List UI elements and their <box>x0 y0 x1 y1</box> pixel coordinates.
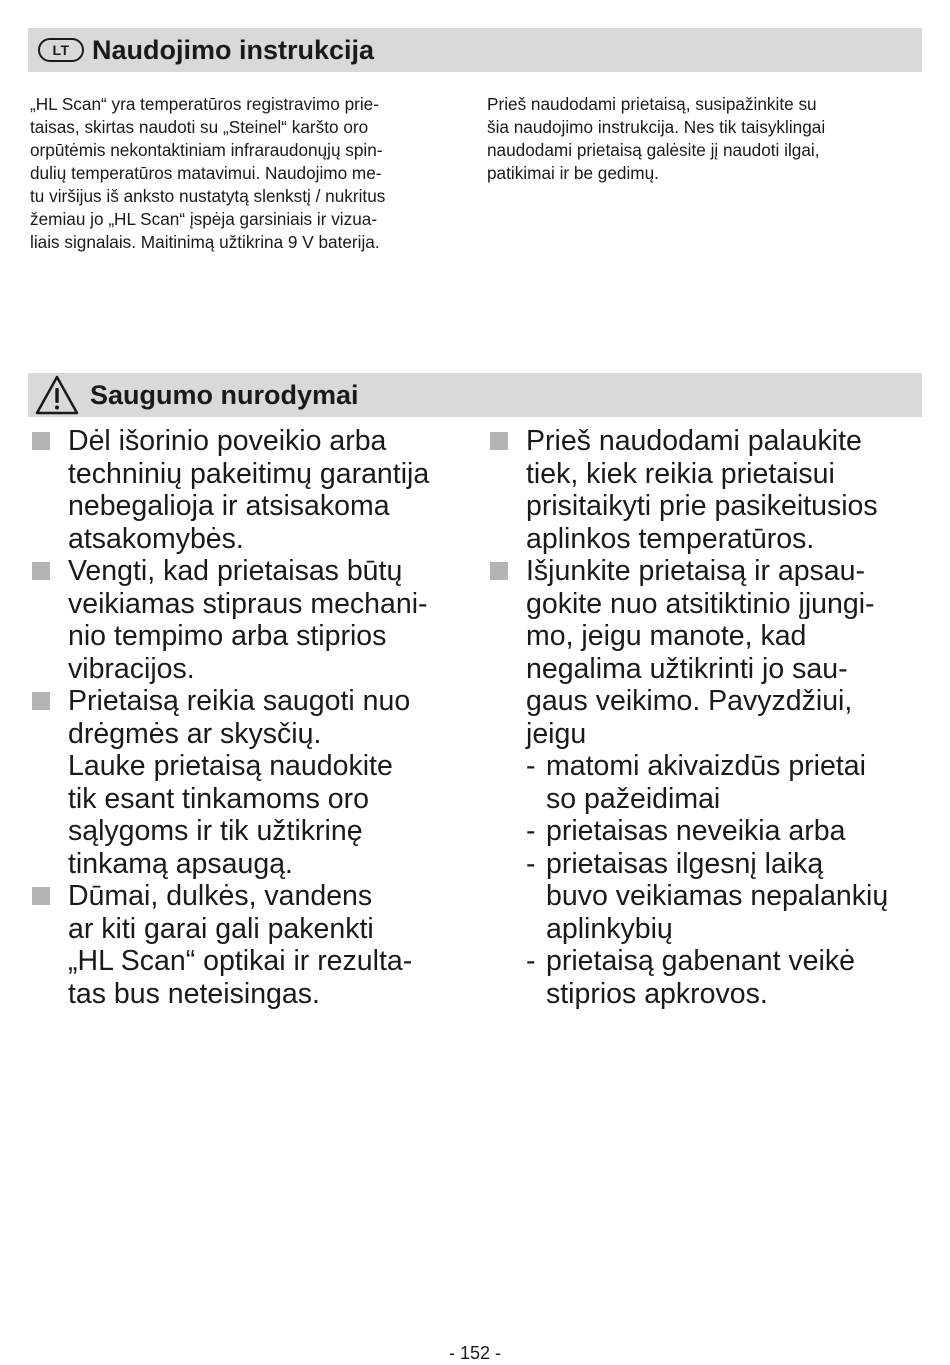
safety-subitem-text: prietaisą gabenant veikė stiprios apkrovos. <box>546 945 855 1010</box>
safety-item <box>30 555 470 685</box>
section-title: Saugumo nurodymai <box>90 379 359 410</box>
safety-subitem-text: prietaisas neveikia arba <box>546 815 846 847</box>
bullet-square-icon <box>32 432 50 450</box>
safety-subitem-text: matomi akivaizdūs prietai so pažeidimai <box>546 750 866 815</box>
safety-item-text: Vengti, kad prietaisas būtų veikiamas stipraus mechani- nio tempimo arba stiprios vibracijos. <box>68 555 428 685</box>
safety-item <box>30 685 470 880</box>
bullet-square-icon <box>490 432 508 450</box>
safety-item-text: Prieš naudodami palaukite tiek, kiek reikia prietaisui prisitaikyti prie pasikeitusios aplinkos temperatūros. <box>526 425 878 555</box>
dash-marker: - <box>526 847 536 880</box>
safety-item-text: Prietaisą reikia saugoti nuo drėgmės ar skysčių. Lauke prietaisą naudokite tik esant tinkamoms oro sąlygoms ir tik užtikrinę tinkamą apsaugą. <box>68 685 411 880</box>
safety-item-text: Išjunkite prietaisą ir apsau- gokite nuo atsitiktinio įjungi- mo, jeigu manote, kad negalima užtikrinti jo sau- gaus veikimo. Pavyzdžiui, jeigu <box>526 555 875 750</box>
dash-marker: - <box>526 945 536 977</box>
intro-paragraph-left: „HL Scan“ yra temperatūros registravimo prie- taisas, skirtas naudoti su „Steinel“ karšto oro orpūtėmis nekontaktiniam infraraudonųjų spin- dulių temperatūros matavimui. Naudojimo me- tu viršijus iš anksto nustatytą slenkstį / nukritus žemiau jo „HL Scan“ įspėja garsiniais ir vizua- liais signalais. Maitinimą užtikrina 9 V baterija. <box>30 94 386 252</box>
bullet-square-icon <box>32 692 50 710</box>
safety-item-text: Dėl išorinio poveikio arba techninių pakeitimų garantija nebegalioja ir atsisakoma atsakomybės. <box>68 425 430 555</box>
safety-item-text: Dūmai, dulkės, vandens ar kiti garai gali pakenkti „HL Scan“ optikai ir rezulta- tas bus neteisingas. <box>68 880 413 1010</box>
bullet-square-icon <box>32 562 50 580</box>
section-title: Naudojimo instrukcija <box>92 34 375 65</box>
safety-item <box>488 425 928 555</box>
dash-marker: - <box>526 815 536 847</box>
safety-column-right <box>488 425 928 1010</box>
safety-subitem <box>488 945 928 1010</box>
safety-subitem <box>488 815 928 848</box>
dash-marker: - <box>526 750 536 782</box>
section-header-instructions <box>28 28 922 72</box>
page-number: - 152 - <box>448 1343 502 1363</box>
safety-item <box>488 555 928 750</box>
bullet-square-icon <box>32 887 50 905</box>
safety-item <box>30 425 470 555</box>
language-badge: LT <box>38 38 84 62</box>
safety-item <box>30 880 470 1010</box>
section-header-safety <box>28 373 922 417</box>
safety-subitem <box>488 848 928 946</box>
intro-paragraph-right: Prieš naudodami prietaisą, susipažinkite su šia naudojimo instrukcija. Nes tik taisyklingai naudodami prietaisą galėsite jį naudoti ilgai, patikimai ir be gedimų. <box>487 94 826 183</box>
warning-triangle-icon <box>34 374 80 416</box>
safety-subitem-text: prietaisas ilgesnį laiką buvo veikiamas nepalankių aplinkybių <box>546 847 889 945</box>
bullet-square-icon <box>490 562 508 580</box>
safety-column-left <box>30 425 470 1010</box>
safety-subitem <box>488 750 928 815</box>
